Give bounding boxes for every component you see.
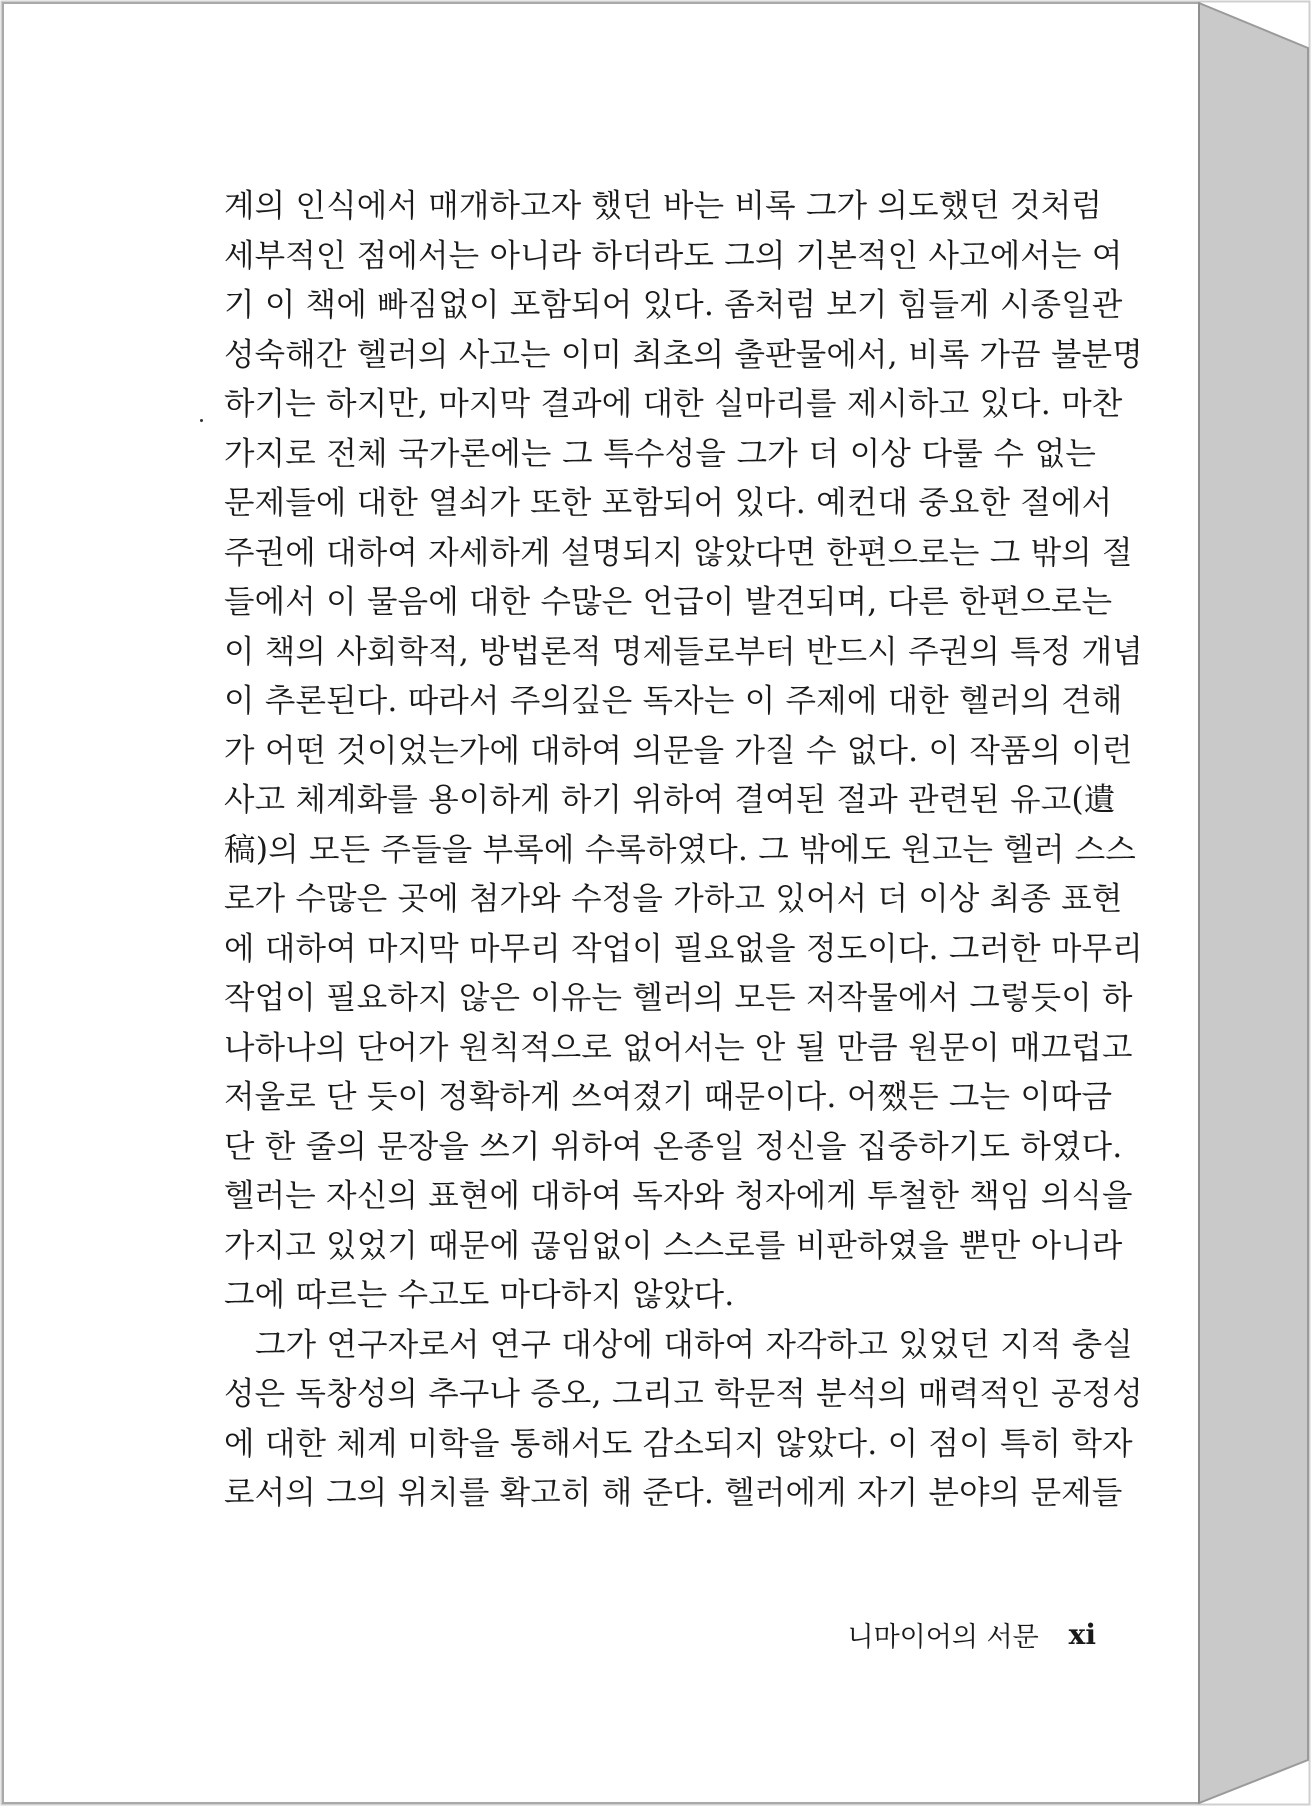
text-line: 헬러는 자신의 표현에 대하여 독자와 청자에게 투철한 책임 의식을	[224, 1178, 1133, 1214]
text-line: 성숙해간 헬러의 사고는 이미 최초의 출판물에서, 비록 가끔 불분명	[224, 336, 1143, 373]
text-line: 문제들에 대한 열쇠가 또한 포함되어 있다. 예컨대 중요한 절에서	[224, 485, 1113, 521]
text-line-paragraph-start: 그가 연구자로서 연구 대상에 대하여 자각하고 있었던 지적 충실	[255, 1326, 1134, 1363]
text-line: 사고 체계화를 용이하게 하기 위하여 결여된 절과 관련된 유고(遺	[224, 782, 1116, 818]
text-line: 기 이 책에 빠짐없이 포함되어 있다. 좀처럼 보기 힘들게 시종일관	[224, 287, 1123, 323]
text-line: 나하나의 단어가 원칙적으로 없어서는 안 될 만큼 원문이 매끄럽고	[224, 1029, 1133, 1066]
book-spine-side	[1199, 3, 1308, 1803]
text-line: 주권에 대하여 자세하게 설명되지 않았다면 한편으로는 그 밖의 절	[224, 534, 1133, 571]
running-title: 니마이어의 서문	[847, 1621, 1039, 1653]
text-line: 가지로 전체 국가론에는 그 특수성을 그가 더 이상 다룰 수 없는	[224, 435, 1096, 472]
text-line: 성은 독창성의 추구나 증오, 그리고 학문적 분석의 매력적인 공정성	[224, 1376, 1143, 1412]
text-line-paragraph-end: 그에 따르는 수고도 마다하지 않았다.	[224, 1277, 735, 1313]
text-line: 稿)의 모든 주들을 부록에 수록하였다. 그 밖에도 원고는 헬러 스스	[224, 831, 1137, 868]
text-line: 이 책의 사회학적, 방법론적 명제들로부터 반드시 주권의 특정 개념	[224, 633, 1143, 670]
text-line: 들에서 이 물음에 대한 수많은 언급이 발견되며, 다른 한편으로는	[224, 584, 1113, 620]
text-line: 에 대하여 마지막 마무리 작업이 필요없을 정도이다. 그러한 마무리	[224, 930, 1143, 967]
text-line: 세부적인 점에서는 아니라 하더라도 그의 기본적인 사고에서는 여	[224, 237, 1123, 274]
page-footer	[836, 1614, 1096, 1654]
text-line: 하기는 하지만, 마지막 결과에 대한 실마리를 제시하고 있다. 마찬	[224, 386, 1123, 422]
page-number: xi	[1068, 1617, 1096, 1651]
body-text	[224, 182, 1143, 1519]
text-line: 로가 수많은 곳에 첨가와 수정을 가하고 있어서 더 이상 최종 표현	[224, 881, 1123, 917]
text-line: 가 어떤 것이었는가에 대하여 의문을 가질 수 없다. 이 작품의 이런	[224, 732, 1133, 769]
margin-speck	[200, 419, 203, 422]
text-line: 계의 인식에서 매개하고자 했던 바는 비록 그가 의도했던 것처럼	[224, 188, 1103, 224]
text-line: 단 한 줄의 문장을 쓰기 위하여 온종일 정신을 집중하기도 하였다.	[224, 1128, 1123, 1165]
text-line: 에 대한 체계 미학을 통해서도 감소되지 않았다. 이 점이 특히 학자	[224, 1425, 1133, 1462]
text-line: 작업이 필요하지 않은 이유는 헬러의 모든 저작물에서 그렇듯이 하	[224, 980, 1133, 1016]
text-line: 저울로 단 듯이 정확하게 쓰여졌기 때문이다. 어쨌든 그는 이따금	[224, 1079, 1113, 1115]
text-line: 가지고 있었기 때문에 끊임없이 스스로를 비판하였을 뿐만 아니라	[224, 1227, 1123, 1264]
text-line: 이 추론된다. 따라서 주의깊은 독자는 이 주제에 대한 헬러의 견해	[224, 683, 1123, 719]
text-line: 로서의 그의 위치를 확고히 해 준다. 헬러에게 자기 분야의 문제들	[224, 1475, 1123, 1511]
